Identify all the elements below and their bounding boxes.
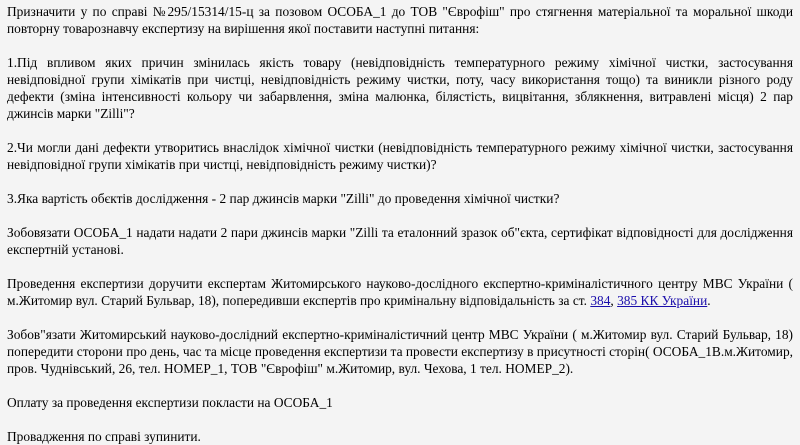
assignment-text: Проведення експертизи доручити експертам Житомирського науково-дослідного експертно-криміналістичного центру МВС України ( м.Житомир вул. Старий Бульвар, 18), попередивши експертів про кримінальну відповідальність за ст.: [7, 276, 793, 308]
question-3: 3.Яка вартість обєктів дослідження - 2 пар джинсів марки "Zilli" до проведення хімічної чистки?: [7, 191, 560, 206]
question-1: 1.Під впливом яких причин змінилась якість товару (невідповідність температурного режиму хімічної чистки, застосування невідповідної групи хімікатів при чистці, невідповідність режиму чистки, поту, часу використання тощо) та виникли різного роду дефекти (зміна інтенсивності кольору чи забарвлення, зміна малюнка, білястість, вицвітання, зблякнення, витравлені місця) 2 пар джинсів марки "Zilli"?: [7, 55, 793, 121]
article-385-link[interactable]: 385 КК України: [617, 293, 708, 308]
payment-paragraph: Оплату за проведення експертизи покласти на ОСОБА_1: [7, 395, 333, 410]
article-384-link[interactable]: 384: [590, 293, 611, 308]
center-obligation-paragraph: Зобов"язати Житомирський науково-дослідний експертно-криміналістичний центр МВС України ( м.Житомир вул. Старий Бульвар, 18) попередити сторони про день, час та місце проведення експертизи та провести експертизу в присутності сторін( ОСОБА_1В.м.Житомир, пров. Чуднівський, 26, тел. НОМЕР_1, ТОВ "Єврофіш" м.Житомир, вул. Чехова, 1 тел. НОМЕР_2).: [7, 327, 793, 376]
link-separator: ,: [610, 293, 618, 308]
intro-paragraph: Призначити у по справі №295/15314/15-ц за позовом ОСОБА_1 до ТОВ "Єврофіш" про стягнення матеріальної та моральної шкоди повторну товарознавчу експертизу на вирішення якої поставити наступні питання:: [7, 4, 793, 36]
end-dot: .: [707, 293, 711, 308]
suspension-paragraph: Провадження по справі зупинити.: [7, 429, 201, 444]
assignment-paragraph: [7, 275, 793, 309]
obligation-paragraph: Зобовязати ОСОБА_1 надати надати 2 пари джинсів марки "Zilli та еталонний зразок об"єкта, сертифікат відповідності для дослідження експертній установі.: [7, 225, 793, 257]
question-2: 2.Чи могли дані дефекти утворитись внаслідок хімічної чистки (невідповідність температурного режиму хімічної чистки, застосування невідповідної групи хімікатів при чистці, невідповідність режиму чистки)?: [7, 140, 793, 172]
